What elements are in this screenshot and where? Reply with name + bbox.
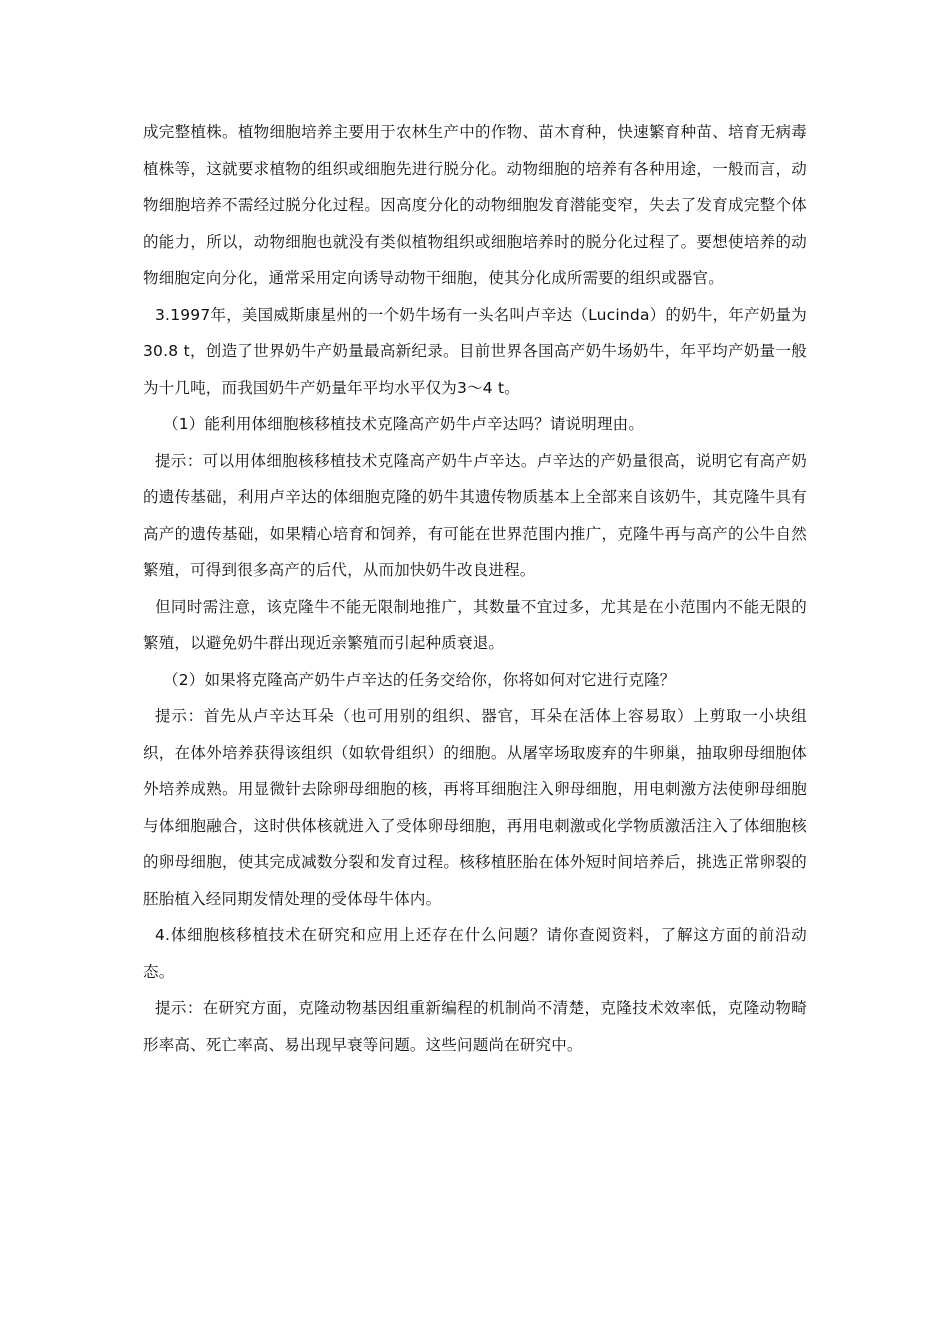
paragraph-hint-1: 提示：可以用体细胞核移植技术克隆高产奶牛卢辛达。卢辛达的产奶量很高，说明它有高产奶的遗传基础，利用卢辛达的体细胞克隆的奶牛其遗传物质基本上全部来自该奶牛，其克隆牛具有高产的遗传基础，如果精心培育和饲养，有可能在世界范围内推广，克隆牛再与高产的公牛自然繁殖，可得到很多高产的后代，从而加快奶牛改良进程。 bbox=[143, 451, 807, 579]
paragraph-hint-2: 提示：首先从卢辛达耳朵（也可用别的组织、器官，耳朵在活体上容易取）上剪取一小块组织，在体外培养获得该组织（如软骨组织）的细胞。从屠宰场取废弃的牛卵巢，抽取卵母细胞体外培养成熟。用显微针去除卵母细胞的核，再将耳细胞注入卵母细胞，用电刺激方法使卵母细胞与体细胞融合，这时供体核就进入了受体卵母细胞，再用电刺激或化学物质激活注入了体细胞核的卵母细胞，使其完成减数分裂和发育过程。核移植胚胎在体外短时间培养后，挑选正常卵裂的胚胎植入经同期发情处理的受体母牛体内。 bbox=[143, 707, 807, 908]
document-body bbox=[143, 114, 807, 1063]
paragraph-question-3: 3.1997年，美国威斯康星州的一个奶牛场有一头名叫卢辛达（Lucinda）的奶牛，年产奶量为30.8 t，创造了世界奶牛产奶量最高新纪录。目前世界各国高产奶牛场奶牛，年平均产奶量一般为十几吨，而我国奶牛产奶量年平均水平仅为3～4 t。 bbox=[143, 305, 807, 397]
paragraph-plant-vs-animal-culture: 成完整植株。植物细胞培养主要用于农林生产中的作物、苗木育种，快速繁育种苗、培育无病毒植株等，这就要求植物的组织或细胞先进行脱分化。动物细胞的培养有各种用途，一般而言，动物细胞培养不需经过脱分化过程。因高度分化的动物细胞发育潜能变窄，失去了发育成完整个体的能力，所以，动物细胞也就没有类似植物组织或细胞培养时的脱分化过程了。要想使培养的动物细胞定向分化，通常采用定向诱导动物干细胞，使其分化成所需要的组织或器官。 bbox=[143, 123, 807, 287]
paragraph-hint-4: 提示：在研究方面，克隆动物基因组重新编程的机制尚不清楚，克隆技术效率低，克隆动物畸形率高、死亡率高、易出现早衰等问题。这些问题尚在研究中。 bbox=[143, 999, 807, 1054]
paragraph-subquestion-1: （1）能利用体细胞核移植技术克隆高产奶牛卢辛达吗？请说明理由。 bbox=[163, 415, 645, 433]
paragraph-subquestion-2: （2）如果将克隆高产奶牛卢辛达的任务交给你，你将如何对它进行克隆？ bbox=[163, 670, 676, 689]
paragraph-caution: 但同时需注意，该克隆牛不能无限制地推广，其数量不宜过多，尤其是在小范围内不能无限的繁殖，以避免奶牛群出现近亲繁殖而引起种质衰退。 bbox=[143, 597, 807, 652]
paragraph-question-4: 4.体细胞核移植技术在研究和应用上还存在什么问题？请你查阅资料，了解这方面的前沿动态。 bbox=[143, 926, 807, 981]
